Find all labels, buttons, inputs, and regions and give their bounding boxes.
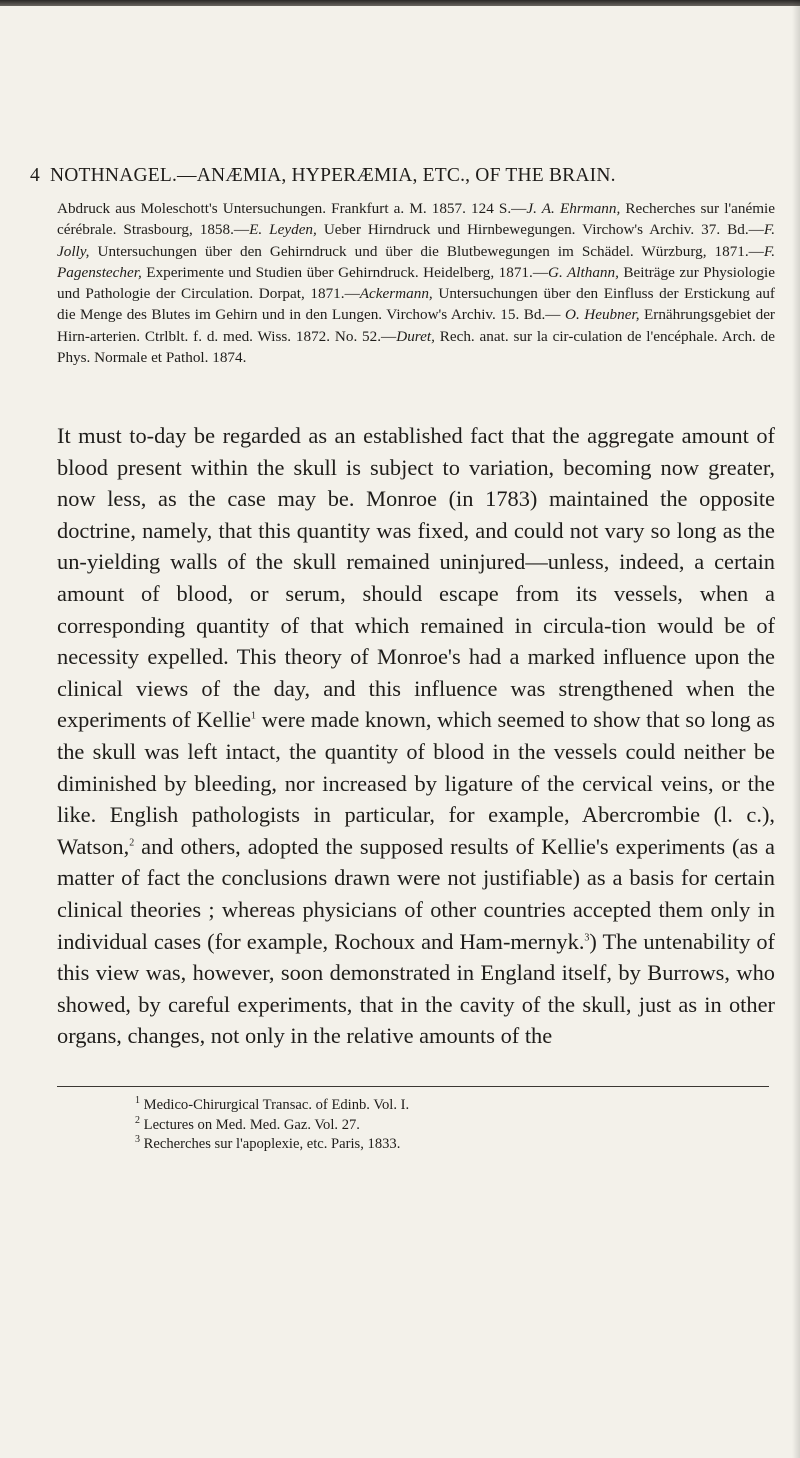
body-segment-2: were made known, which seemed to show that so long as the skull was left intact, the quantity of blood in the vessels could neither be diminished by bleeding, nor increased by ligature of the cervical veins, or the like. English pathologists in particular, for example, Abercrombie (l. c.), Watson,	[57, 707, 775, 859]
biblio-author: E. Leyden,	[249, 221, 317, 239]
biblio-text: Untersuchungen über den Gehirndruck und über die Blutbewegungen im Schädel. Würzburg, 1871.—	[89, 242, 764, 260]
running-head	[30, 165, 790, 187]
footnote-divider	[57, 1086, 769, 1087]
footnote-2	[135, 1116, 735, 1136]
page-number: 4	[30, 165, 40, 186]
footnote-number: 3	[135, 1134, 140, 1146]
footnote-text: Recherches sur l'apoplexie, etc. Paris, 1833.	[140, 1136, 401, 1152]
body-paragraph	[57, 420, 775, 1052]
footnote-text: Medico-Chirurgical Transac. of Edinb. Vol. I.	[140, 1097, 410, 1113]
running-title: NOTHNAGEL.—ANÆMIA, HYPERÆMIA, ETC., OF THE BRAIN.	[49, 165, 616, 186]
footnote-ref-1: 1	[251, 710, 257, 722]
biblio-text: Ueber Hirndruck und Hirnbewegungen. Virchow's Archiv. 37. Bd.—	[316, 221, 764, 239]
biblio-author: Ackermann,	[359, 285, 433, 303]
biblio-text: Beiträge zur Physiologie und Pathologie der Circulation. Dorpat, 1871.—	[57, 263, 775, 303]
footnote-3	[135, 1135, 735, 1155]
biblio-author: O. Heubner,	[564, 306, 640, 324]
body-segment-1: It must to-day be regarded as an established fact that the aggregate amount of blood present within the skull is subject to variation, becoming now greater, now less, as the case may be. Monroe (in 1783) maintained the opposite doctrine, namely, that this quantity was fixed, and could not vary so long as the un-yielding walls of the skull remained uninjured—unless, indeed, a certain amount of blood, or serum, should escape from its vessels, when a corresponding quantity of that which remained in circula-tion would be of necessity expelled. This theory of Monroe's had a marked influence upon the clinical views of the day, and this influence was strengthened when the experiments of Kellie	[57, 423, 775, 733]
bibliography-paragraph	[57, 198, 775, 368]
footnote-number: 2	[135, 1114, 140, 1126]
scan-right-edge	[792, 0, 800, 1458]
biblio-text: Recherches sur l'anémie cérébrale. Strasbourg, 1858.—	[57, 200, 775, 239]
biblio-text: Ernährungsgebiet der Hirn-arterien. Ctrlblt. f. d. med. Wiss. 1872. No. 52.—	[57, 306, 775, 345]
footnotes	[135, 1096, 735, 1155]
footnote-1	[135, 1096, 735, 1116]
body-segment-3: and others, adopted the supposed results of Kellie's experiments (as a matter of fact the conclusions drawn were not justifiable) as a basis for certain clinical theories ; whereas physicians of other countries accepted them only in individual cases (for example, Rochoux and Ham-mernyk.	[57, 833, 775, 954]
biblio-text: Untersuchungen über den Einfluss der Erstickung auf die Menge des Blutes im Gehirn und in den Lungen. Virchow's Archiv. 15. Bd.—	[57, 285, 775, 324]
main-text	[57, 420, 775, 1052]
footnote-ref-3: 3	[584, 932, 590, 944]
body-segment-4: ) The untenability of this view was, however, soon demonstrated in England itself, by Burrows, who showed, by careful experiments, that in the cavity of the skull, just as in other organs, changes, not only in the relative amounts of the	[57, 928, 776, 1049]
biblio-text: Abdruck aus Moleschott's Untersuchungen. Frankfurt a. M. 1857. 124 S.—	[57, 200, 527, 217]
biblio-author: J. A. Ehrmann,	[526, 200, 621, 217]
biblio-author: Duret,	[396, 327, 435, 345]
footnote-ref-2: 2	[129, 837, 135, 849]
footnote-text: Lectures on Med. Med. Gaz. Vol. 27.	[140, 1116, 360, 1133]
biblio-author: G. Althann,	[548, 263, 619, 281]
biblio-text: Rech. anat. sur la cir-culation de l'encéphale. Arch. de Phys. Normale et Pathol. 1874.	[57, 327, 775, 367]
biblio-author: F. Pagenstecher,	[57, 242, 775, 281]
biblio-text: Experimente und Studien über Gehirndruck. Heidelberg, 1871.—	[141, 263, 549, 281]
biblio-author: F. Jolly,	[57, 221, 775, 260]
footnote-number: 1	[135, 1095, 140, 1107]
